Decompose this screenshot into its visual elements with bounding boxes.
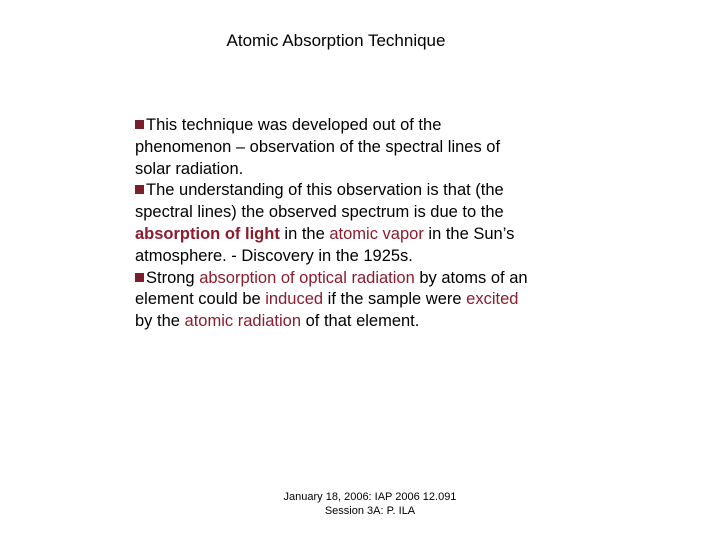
square-bullet-icon — [135, 185, 144, 194]
paragraph-3-text: of that element. — [301, 312, 420, 331]
bullet-paragraph-2 — [135, 180, 535, 267]
paragraph-3-text: by the — [135, 312, 185, 331]
slide-title: Atomic Absorption Technique — [226, 31, 446, 50]
paragraph-3-text: by atoms of an element could be — [135, 268, 528, 309]
bullet-paragraph-3 — [135, 268, 535, 333]
square-bullet-icon — [135, 273, 144, 282]
paragraph-2-text: in the Sun’s atmosphere. - Discovery in the 1925s. — [135, 224, 515, 265]
highlight-atomic-vapor: atomic vapor — [329, 224, 424, 243]
slide-footer — [250, 490, 490, 518]
footer-date-course: January 18, 2006: IAP 2006 12.091 — [283, 491, 457, 503]
paragraph-2-text: The understanding of this observation is that (the spectral lines) the observed spectrum is due to the — [135, 181, 504, 222]
slide-body — [135, 115, 535, 333]
highlight-absorption-of-light: absorption of light — [135, 224, 280, 243]
paragraph-2-text: in the — [279, 224, 330, 243]
square-bullet-icon — [135, 120, 144, 129]
footer-session: Session 3A: P. ILA — [324, 505, 416, 517]
paragraph-3-text: Strong — [146, 268, 200, 287]
highlight-induced: induced — [265, 290, 324, 309]
highlight-excited: excited — [466, 290, 519, 309]
paragraph-3-text: if the sample were — [323, 290, 467, 309]
highlight-atomic-radiation: atomic radiation — [184, 312, 302, 331]
bullet-paragraph-1 — [135, 115, 535, 180]
highlight-absorption-of-optical-radiation: absorption of optical radiation — [199, 268, 415, 287]
paragraph-1-text: This technique was developed out of the phenomenon – observation of the spectral lines of solar radiation. — [135, 116, 501, 178]
